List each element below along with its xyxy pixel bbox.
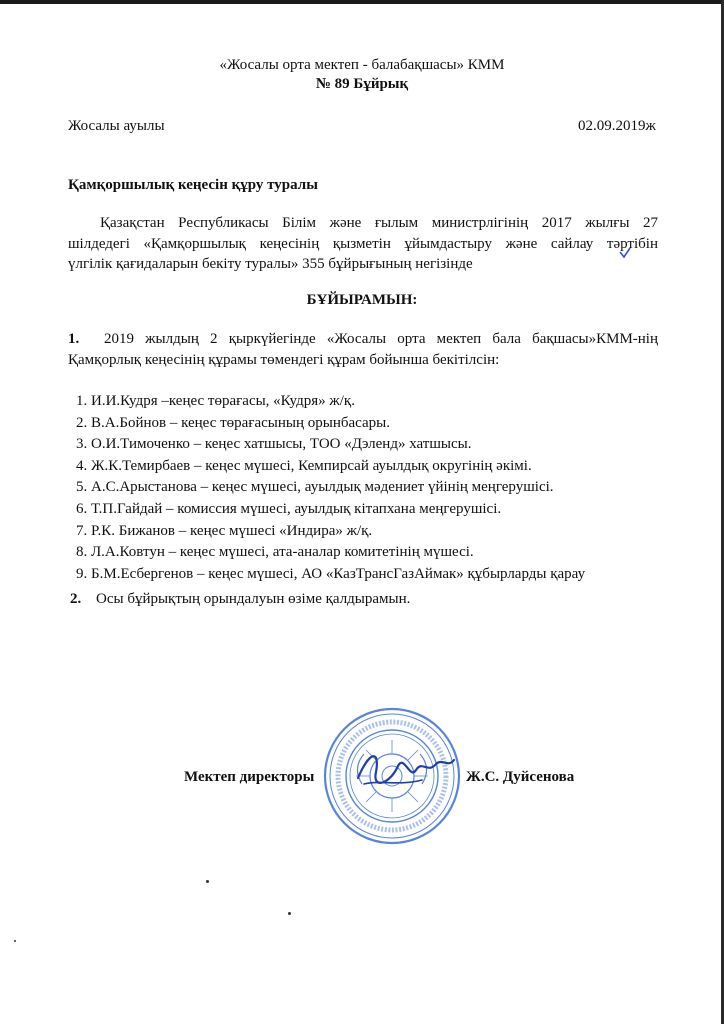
scan-edge-top bbox=[0, 0, 724, 4]
document-date: 02.09.2019ж bbox=[578, 118, 656, 134]
preamble-line: үлгілік қағидаларын бекіту туралы» 355 бұйрығының негізінде bbox=[68, 256, 473, 272]
subject-heading: Қамқоршылық кеңесін құру туралы bbox=[68, 177, 318, 193]
list-item: 6. Т.П.Гайдай – комиссия мүшесі, ауылдық кітапхана меңгерушісі. bbox=[76, 500, 502, 517]
list-item: 5. А.С.Арыстанова – кеңес мүшесі, ауылдық мәдениет үйінің меңгерушісі. bbox=[76, 479, 554, 496]
point2-text: Осы бұйрықтың орындалуын өзіме қалдырамын. bbox=[96, 591, 411, 607]
preamble-paragraph bbox=[68, 213, 658, 275]
director-signature bbox=[350, 740, 460, 800]
preamble-line: шілдедегі «Қамқоршылық кеңесінің қызметін ұйымдастыру және сайлау тәртібін bbox=[68, 235, 658, 252]
ink-tick-mark bbox=[618, 246, 632, 260]
list-item: 7. Р.К. Бижанов – кеңес мүшесі «Индира» ж/қ. bbox=[76, 522, 373, 539]
point1-line: 2019 жылдың 2 қыркүйегінде «Жосалы орта мектеп бала бақшасы»КММ-нің bbox=[104, 331, 658, 347]
list-item: 2. В.А.Бойнов – кеңес төрағасының орынбасары. bbox=[76, 414, 390, 431]
signatory-name: Ж.С. Дуйсенова bbox=[466, 769, 575, 785]
preamble-line: Қазақстан Республикасы Білім және ғылым министрлігінің 2017 жылғы 27 bbox=[100, 215, 658, 231]
list-item: 1. И.И.Кудря –кеңес төрағасы, «Кудря» ж/қ. bbox=[76, 393, 355, 409]
scan-speck bbox=[14, 940, 16, 942]
point1-paragraph bbox=[68, 329, 658, 370]
scan-speck bbox=[288, 912, 291, 915]
signatory-role: Мектеп директоры bbox=[184, 769, 315, 785]
list-item: 3. О.И.Тимоченко – кеңес хатшысы, ТОО «Дэленд» хатшысы. bbox=[76, 436, 472, 453]
order-number: № 89 Бұйрық bbox=[315, 76, 409, 92]
point1-number: 1. bbox=[68, 331, 80, 347]
place: Жосалы ауылы bbox=[68, 118, 165, 134]
scan-speck bbox=[206, 880, 209, 883]
members-list bbox=[76, 391, 585, 585]
org-title: «Жосалы орта мектеп - балабақшасы» КММ bbox=[219, 57, 505, 73]
point2-number: 2. bbox=[70, 591, 82, 607]
point1-line: Қамқорлық кеңесінің құрамы төмендегі құрам бойынша бекітілсін: bbox=[68, 351, 500, 368]
list-item: 8. Л.А.Ковтун – кеңес мүшесі, ата-аналар комитетінің мүшесі. bbox=[76, 544, 474, 561]
decree-heading: БҰЙЫРАМЫН: bbox=[306, 292, 418, 308]
list-item: 4. Ж.К.Темирбаев – кеңес мүшесі, Кемпирсай ауылдық округінің әкімі. bbox=[76, 457, 532, 474]
list-item: 9. Б.М.Есбергенов – кеңес мүшесі, АО «КазТрансГазАймак» құбырларды қарау bbox=[76, 565, 586, 582]
